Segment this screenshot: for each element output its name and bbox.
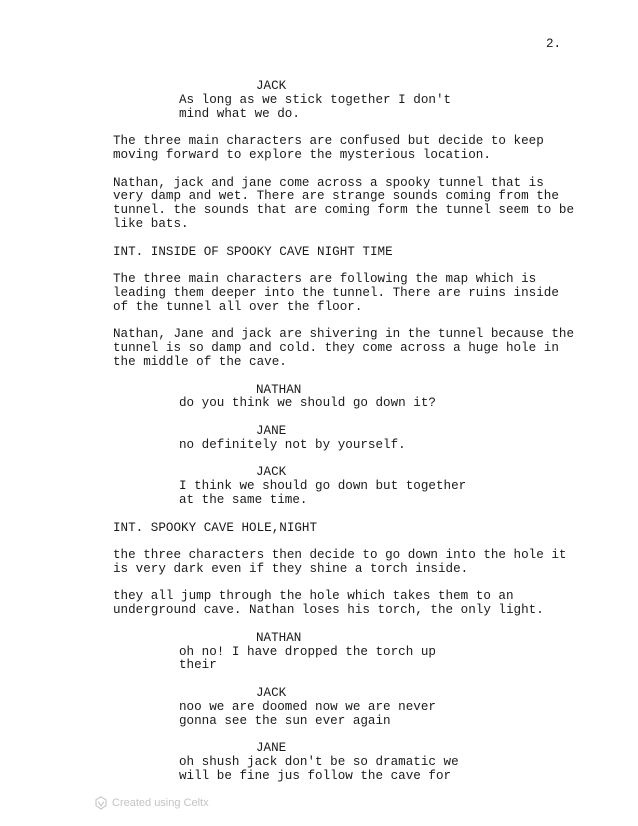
action-line: The three main characters are confused but decide to keep bbox=[113, 134, 544, 149]
action-line: moving forward to explore the mysterious location. bbox=[113, 147, 491, 162]
action-block bbox=[113, 177, 638, 232]
slug-line: INT. INSIDE OF SPOOKY CAVE NIGHT TIME bbox=[113, 244, 393, 259]
action-line: leading them deeper into the tunnel. There are ruins inside bbox=[113, 285, 559, 300]
action-block bbox=[113, 549, 638, 577]
action-block bbox=[113, 135, 638, 163]
dialogue-block bbox=[179, 480, 638, 508]
blank-line bbox=[0, 618, 638, 632]
dialogue-block bbox=[179, 756, 638, 784]
character-block bbox=[256, 742, 638, 756]
dialogue-line: do you think we should go down it? bbox=[179, 396, 436, 411]
character-block bbox=[256, 466, 638, 480]
action-line: tunnel. the sounds that are coming form the tunnel seem to be bbox=[113, 203, 575, 218]
character-block bbox=[256, 80, 638, 94]
dialogue-line: gonna see the sun ever again bbox=[179, 713, 391, 728]
blank-line bbox=[0, 508, 638, 522]
dialogue-block bbox=[179, 94, 638, 122]
blank-line bbox=[0, 728, 638, 742]
blank-line bbox=[0, 411, 638, 425]
dialogue-line: oh shush jack don't be so dramatic we bbox=[179, 755, 459, 770]
action-line: is very dark even if they shine a torch inside. bbox=[113, 561, 469, 576]
action-block bbox=[113, 273, 638, 314]
dialogue-line: As long as we stick together I don't bbox=[179, 92, 452, 107]
dialogue-line: mind what we do. bbox=[179, 106, 300, 121]
character-line: NATHAN bbox=[256, 630, 302, 645]
action-block bbox=[113, 328, 638, 369]
action-block bbox=[113, 590, 638, 618]
blank-line bbox=[0, 259, 638, 273]
character-block bbox=[256, 632, 638, 646]
slug-block bbox=[113, 246, 638, 260]
watermark-text: Created using Celtx bbox=[112, 797, 209, 809]
action-line: they all jump through the hole which takes them to an bbox=[113, 589, 514, 604]
dialogue-line: I think we should go down but together bbox=[179, 479, 467, 494]
dialogue-block bbox=[179, 397, 638, 411]
character-line: JANE bbox=[256, 423, 287, 438]
character-line: NATHAN bbox=[256, 382, 302, 397]
dialogue-line: no definitely not by yourself. bbox=[179, 437, 406, 452]
blank-line bbox=[0, 673, 638, 687]
dialogue-line: oh no! I have dropped the torch up bbox=[179, 644, 436, 659]
action-line: Nathan, Jane and jack are shivering in the tunnel because the bbox=[113, 327, 575, 342]
character-block bbox=[256, 425, 638, 439]
celtx-watermark bbox=[95, 795, 209, 811]
blank-line bbox=[0, 370, 638, 384]
dialogue-block bbox=[179, 701, 638, 729]
character-line: JACK bbox=[256, 465, 287, 480]
page-number: 2. bbox=[546, 37, 562, 51]
action-line: of the tunnel all over the floor. bbox=[113, 299, 363, 314]
action-line: like bats. bbox=[113, 216, 189, 231]
action-line: very damp and wet. There are strange sounds coming from the bbox=[113, 189, 559, 204]
action-line: the three characters then decide to go down into the hole it bbox=[113, 548, 567, 563]
character-block bbox=[256, 384, 638, 398]
blank-line bbox=[0, 453, 638, 467]
dialogue-line: their bbox=[179, 658, 217, 673]
blank-line bbox=[0, 121, 638, 135]
slug-block bbox=[113, 522, 638, 536]
character-line: JANE bbox=[256, 741, 287, 756]
dialogue-block bbox=[179, 439, 638, 453]
action-line: underground cave. Nathan loses his torch, the only light. bbox=[113, 603, 544, 618]
dialogue-line: at the same time. bbox=[179, 492, 308, 507]
action-line: The three main characters are following the map which is bbox=[113, 272, 537, 287]
slug-line: INT. SPOOKY CAVE HOLE,NIGHT bbox=[113, 520, 318, 535]
screenplay-body bbox=[0, 80, 638, 784]
blank-line bbox=[0, 315, 638, 329]
character-line: JACK bbox=[256, 79, 287, 93]
dialogue-line: will be fine jus follow the cave for bbox=[179, 768, 452, 783]
action-line: the middle of the cave. bbox=[113, 354, 287, 369]
celtx-logo-icon bbox=[95, 796, 107, 810]
dialogue-line: noo we are doomed now we are never bbox=[179, 699, 436, 714]
blank-line bbox=[0, 163, 638, 177]
character-block bbox=[256, 687, 638, 701]
character-line: JACK bbox=[256, 686, 287, 701]
blank-line bbox=[0, 535, 638, 549]
dialogue-block bbox=[179, 646, 638, 674]
blank-line bbox=[0, 232, 638, 246]
action-line: Nathan, jack and jane come across a spooky tunnel that is bbox=[113, 175, 544, 190]
blank-line bbox=[0, 577, 638, 591]
action-line: tunnel is so damp and cold. they come across a huge hole in bbox=[113, 341, 559, 356]
